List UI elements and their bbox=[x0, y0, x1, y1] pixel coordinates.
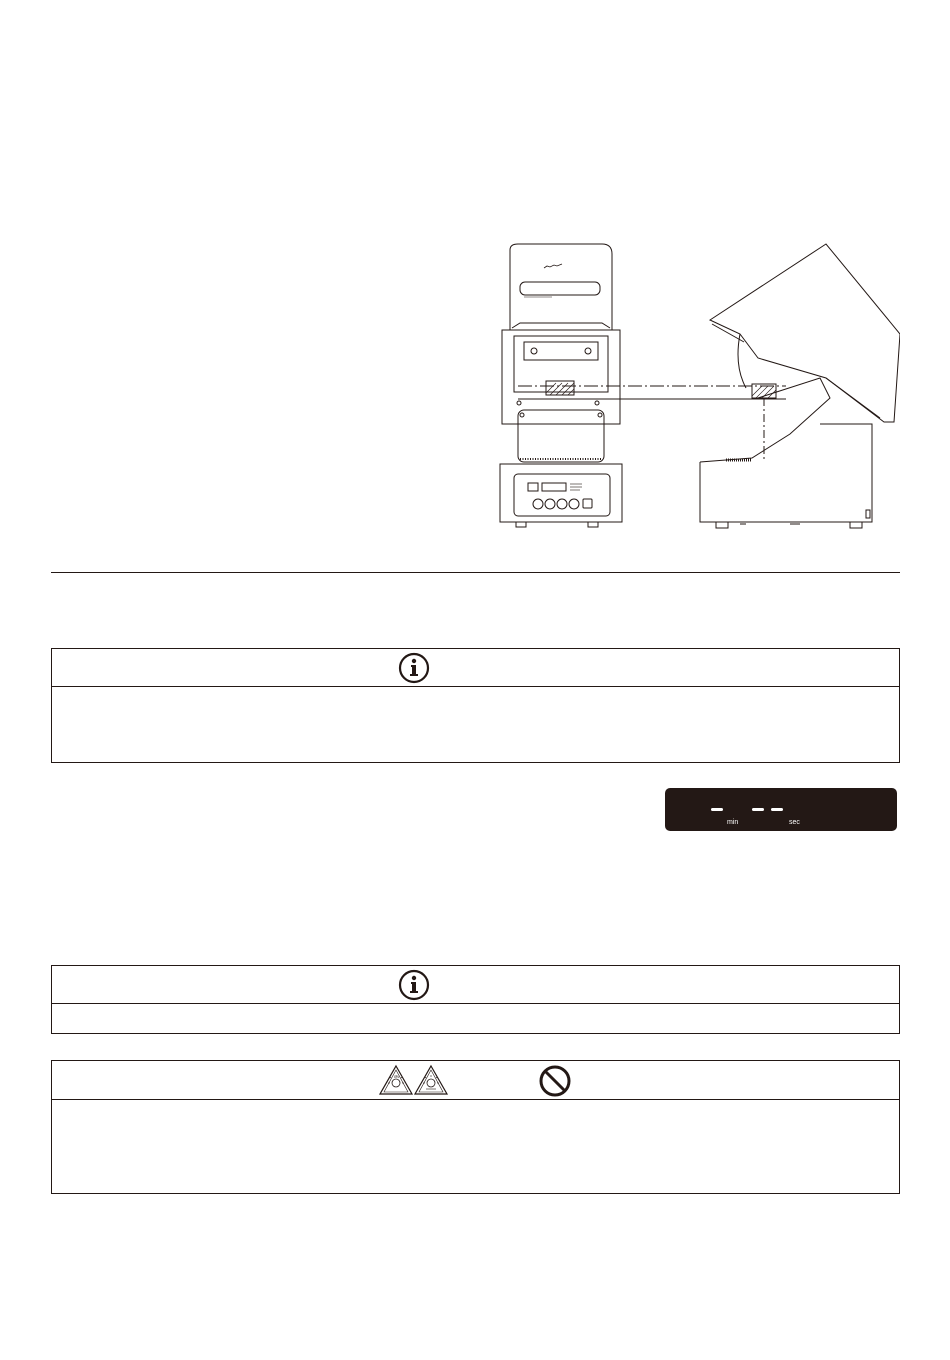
prohibition-icon bbox=[538, 1064, 572, 1098]
warning-box bbox=[51, 1060, 900, 1194]
timer-sec-label: sec bbox=[789, 819, 800, 826]
timer-minutes-segment bbox=[711, 808, 723, 811]
info-icon bbox=[398, 652, 430, 684]
timer-min-label: min bbox=[727, 819, 739, 826]
device-illustration bbox=[490, 238, 900, 538]
svg-text:UV: UV bbox=[394, 1074, 400, 1079]
info-icon bbox=[398, 969, 430, 1001]
warning-header bbox=[52, 1061, 899, 1100]
notice-header bbox=[52, 966, 899, 1004]
uv-light-warning-icon bbox=[378, 1064, 414, 1096]
timer-display bbox=[665, 788, 897, 831]
notice-box bbox=[51, 965, 900, 1034]
uv-light-warning-icon bbox=[413, 1064, 449, 1096]
timer-seconds-segment-1 bbox=[752, 808, 764, 811]
timer-seconds-segment-2 bbox=[771, 808, 783, 811]
notice-box bbox=[51, 648, 900, 763]
section-divider bbox=[51, 572, 900, 573]
notice-header bbox=[52, 649, 899, 687]
